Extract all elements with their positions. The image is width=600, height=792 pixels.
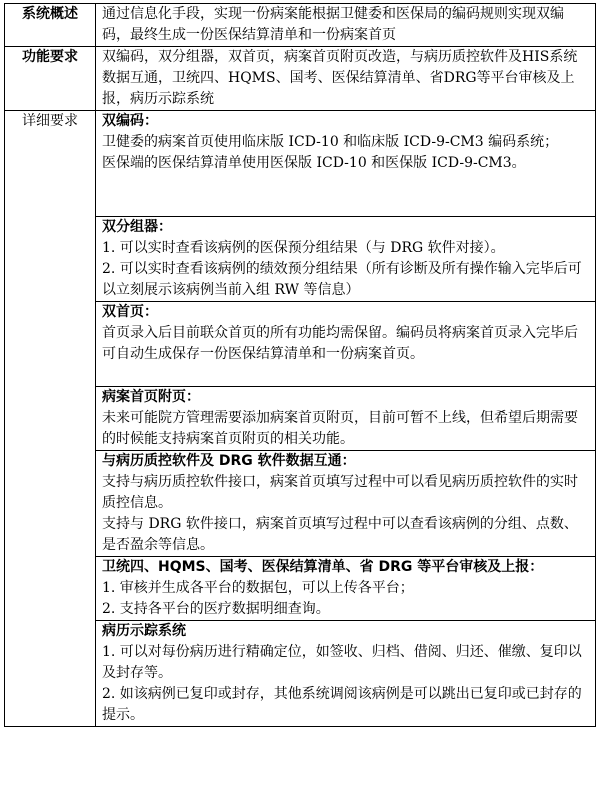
section-title: 双分组器： [102, 219, 172, 235]
section-line: 未来可能院方管理需要添加病案首页附页，目前可暂不上线，但希望后期需要的时候能支持病案首页附页的相关功能。 [102, 410, 578, 447]
section-line: 支持与 DRG 软件接口，病案首页填写过程中可以查看该病例的分组、点数、是否盈余等信息。 [102, 516, 578, 553]
overview-text: 通过信息化手段，实现一份病案能根据卫健委和医保局的编码规则实现双编码，最终生成一份医保结算清单和一份病案首页 [96, 4, 596, 47]
overview-label: 系统概述 [5, 4, 96, 47]
section-line: 1. 可以对每份病历进行精确定位，如签收、归档、借阅、归还、催缴、复印以及封存等。 [102, 644, 582, 681]
section-title: 病案首页附页： [102, 389, 200, 405]
section-data-interop [96, 451, 596, 557]
overview-row [5, 4, 596, 47]
requirements-table [4, 3, 596, 727]
section-record-tracking [96, 621, 596, 727]
section-double-grouper [96, 217, 596, 302]
section-double-frontpage [96, 302, 596, 387]
function-row [5, 47, 596, 111]
section-line: 支持与病历质控软件接口，病案首页填写过程中可以看见病历质控软件的实时质控信息。 [102, 474, 578, 511]
section-title: 卫统四、HQMS、国考、医保结算清单、省 DRG 等平台审核及上报： [102, 559, 544, 575]
section-title: 与病历质控软件及 DRG 软件数据互通： [102, 453, 356, 469]
function-label: 功能要求 [5, 47, 96, 111]
detail-label: 详细要求 [5, 111, 96, 727]
section-line: 卫健委的病案首页使用临床版 ICD-10 和临床版 ICD-9-CM3 编码系统； [102, 134, 559, 150]
section-line: 首页录入后目前联众首页的所有功能均需保留。编码员将病案首页录入完毕后可自动生成保存一份医保结算清单和一份病案首页。 [102, 325, 578, 362]
section-line: 2. 支持各平台的医疗数据明细查询。 [102, 601, 330, 617]
section-title: 病历示踪系统 [102, 623, 186, 639]
section-line: 1. 可以实时查看该病例的医保预分组结果（与 DRG 软件对接）。 [102, 240, 505, 256]
section-frontpage-appendix [96, 387, 596, 451]
section-line: 2. 如该病例已复印或封存，其他系统调阅该病例是可以跳出已复印或已封存的提示。 [102, 686, 582, 723]
section-double-coding [96, 111, 596, 217]
section-line: 医保端的医保结算清单使用医保版 ICD-10 和医保版 ICD-9-CM3。 [102, 155, 526, 171]
section-line: 2. 可以实时查看该病例的绩效预分组结果（所有诊断及所有操作输入完毕后可以立刻展示该病例当前入组 RW 等信息） [102, 261, 582, 298]
function-text: 双编码，双分组器，双首页，病案首页附页改造，与病历质控软件及HIS系统数据互通，卫统四、HQMS、国考、医保结算清单、省DRG等平台审核及上报，病历示踪系统 [96, 47, 596, 111]
section-platform-reporting [96, 557, 596, 621]
section-title: 双编码： [102, 113, 158, 129]
section-line: 1. 审核并生成各平台的数据包，可以上传各平台； [102, 580, 414, 596]
detail-row [5, 111, 596, 217]
section-title: 双首页： [102, 304, 158, 320]
